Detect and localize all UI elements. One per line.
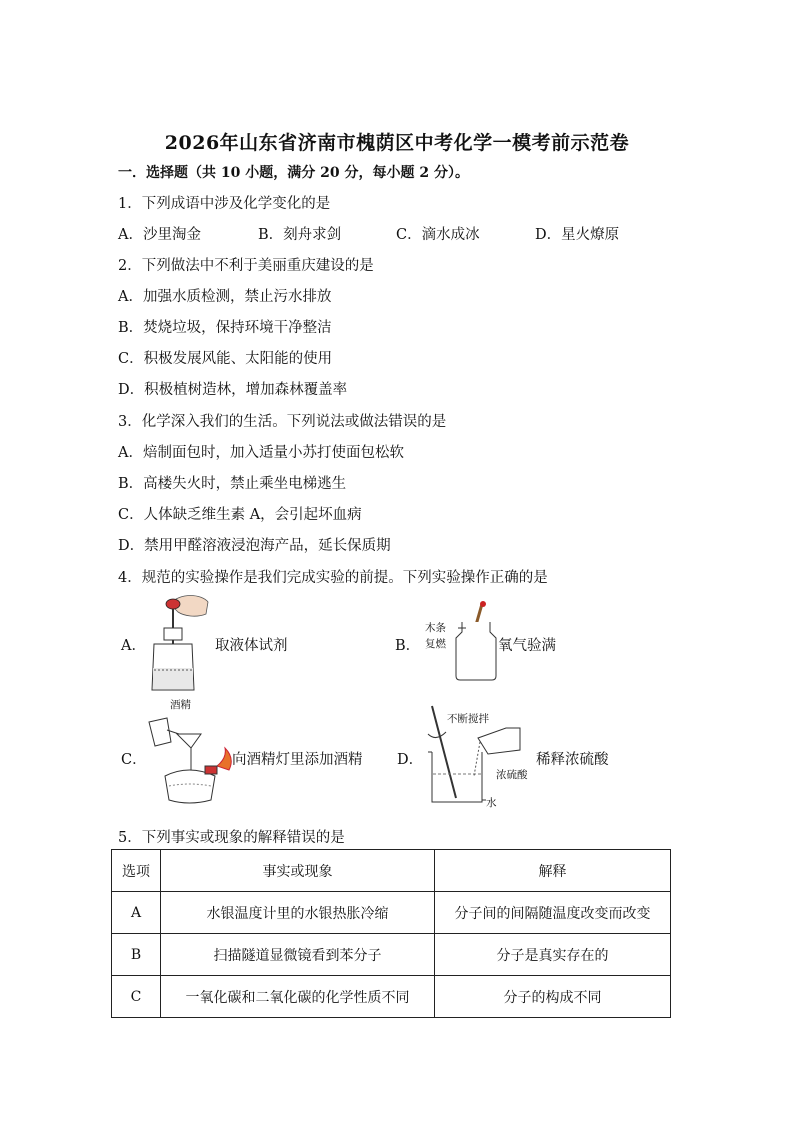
q4-b-fig-label-2: 复燃: [425, 638, 446, 650]
q2-option-c: C．积极发展风能、太阳能的使用: [118, 351, 333, 367]
q4-b-fig-label-1: 木条: [425, 622, 446, 634]
q4-stem: 4．规范的实验操作是我们完成实验的前提。下列实验操作正确的是: [118, 570, 548, 586]
q2-stem: 2．下列做法中不利于美丽重庆建设的是: [118, 258, 374, 274]
q2-option-b: B．焚烧垃圾，保持环境干净整洁: [118, 320, 332, 336]
cell-fact: 扫描隧道显微镜看到苯分子: [161, 934, 435, 976]
cell-explanation: 分子间的间隔随温度改变而改变: [435, 892, 671, 934]
q4-b-text: 氧气验满: [498, 638, 556, 654]
q4-a-letter: A．: [121, 638, 146, 654]
table-row: [112, 976, 671, 1018]
q1-option-c: C．滴水成冰: [396, 227, 480, 243]
q4-d-letter: D．: [397, 752, 424, 768]
q5-table: [111, 849, 671, 1018]
q3-stem: 3．化学深入我们的生活。下列说法或做法错误的是: [118, 414, 447, 430]
q4-d-fig-water: 水: [486, 797, 497, 809]
cell-option: B: [112, 934, 161, 976]
header-fact: 事实或现象: [161, 850, 435, 892]
q5-stem: 5．下列事实或现象的解释错误的是: [118, 830, 345, 846]
header-explanation: 解释: [435, 850, 671, 892]
q4-d-fig-acid: 浓硫酸: [496, 769, 528, 781]
q4-b-letter: B．: [395, 638, 421, 654]
q1-stem: 1．下列成语中涉及化学变化的是: [118, 196, 331, 212]
q1-option-b: B．刻舟求剑: [258, 227, 342, 243]
exam-title: 2026年山东省济南市槐荫区中考化学一模考前示范卷: [164, 132, 630, 154]
q4-d-fig-stir: 不断搅拌: [447, 713, 489, 725]
q4-c-text: 向酒精灯里添加酒精: [232, 752, 363, 768]
q4-a-text: 取液体试剂: [215, 638, 288, 654]
cell-explanation: 分子是真实存在的: [435, 934, 671, 976]
q3-option-a: A．焙制面包时，加入适量小苏打使面包松软: [118, 445, 404, 461]
gas-bottle-figure: [452, 598, 502, 682]
q1-option-a: A．沙里淘金: [118, 227, 201, 243]
cell-explanation: 分子的构成不同: [435, 976, 671, 1018]
q4-c-letter: C．: [121, 752, 147, 768]
header-option: 选项: [112, 850, 161, 892]
cell-option: C: [112, 976, 161, 1018]
q2-option-d: D．积极植树造林，增加森林覆盖率: [118, 382, 348, 398]
q3-option-c: C．人体缺乏维生素 A，会引起坏血病: [118, 507, 362, 523]
q1-option-d: D．星火燎原: [535, 227, 620, 243]
table-row: [112, 934, 671, 976]
cell-option: A: [112, 892, 161, 934]
cell-fact: 水银温度计里的水银热胀冷缩: [161, 892, 435, 934]
q4-c-fig-label: 酒精: [170, 699, 191, 711]
dropper-bottle-figure: [140, 590, 215, 695]
q3-option-d: D．禁用甲醛溶液浸泡海产品，延长保质期: [118, 538, 391, 554]
alcohol-lamp-figure: [145, 712, 235, 808]
q4-d-text: 稀释浓硫酸: [536, 752, 609, 768]
section-heading: 一．选择题（共 10 小题，满分 20 分，每小题 2 分）。: [118, 165, 469, 181]
q3-option-b: B．高楼失火时，禁止乘坐电梯逃生: [118, 476, 347, 492]
q2-option-a: A．加强水质检测，禁止污水排放: [118, 289, 332, 305]
table-header-row: [112, 850, 671, 892]
cell-fact: 一氧化碳和二氧化碳的化学性质不同: [161, 976, 435, 1018]
table-row: [112, 892, 671, 934]
beaker-figure: [422, 702, 532, 810]
